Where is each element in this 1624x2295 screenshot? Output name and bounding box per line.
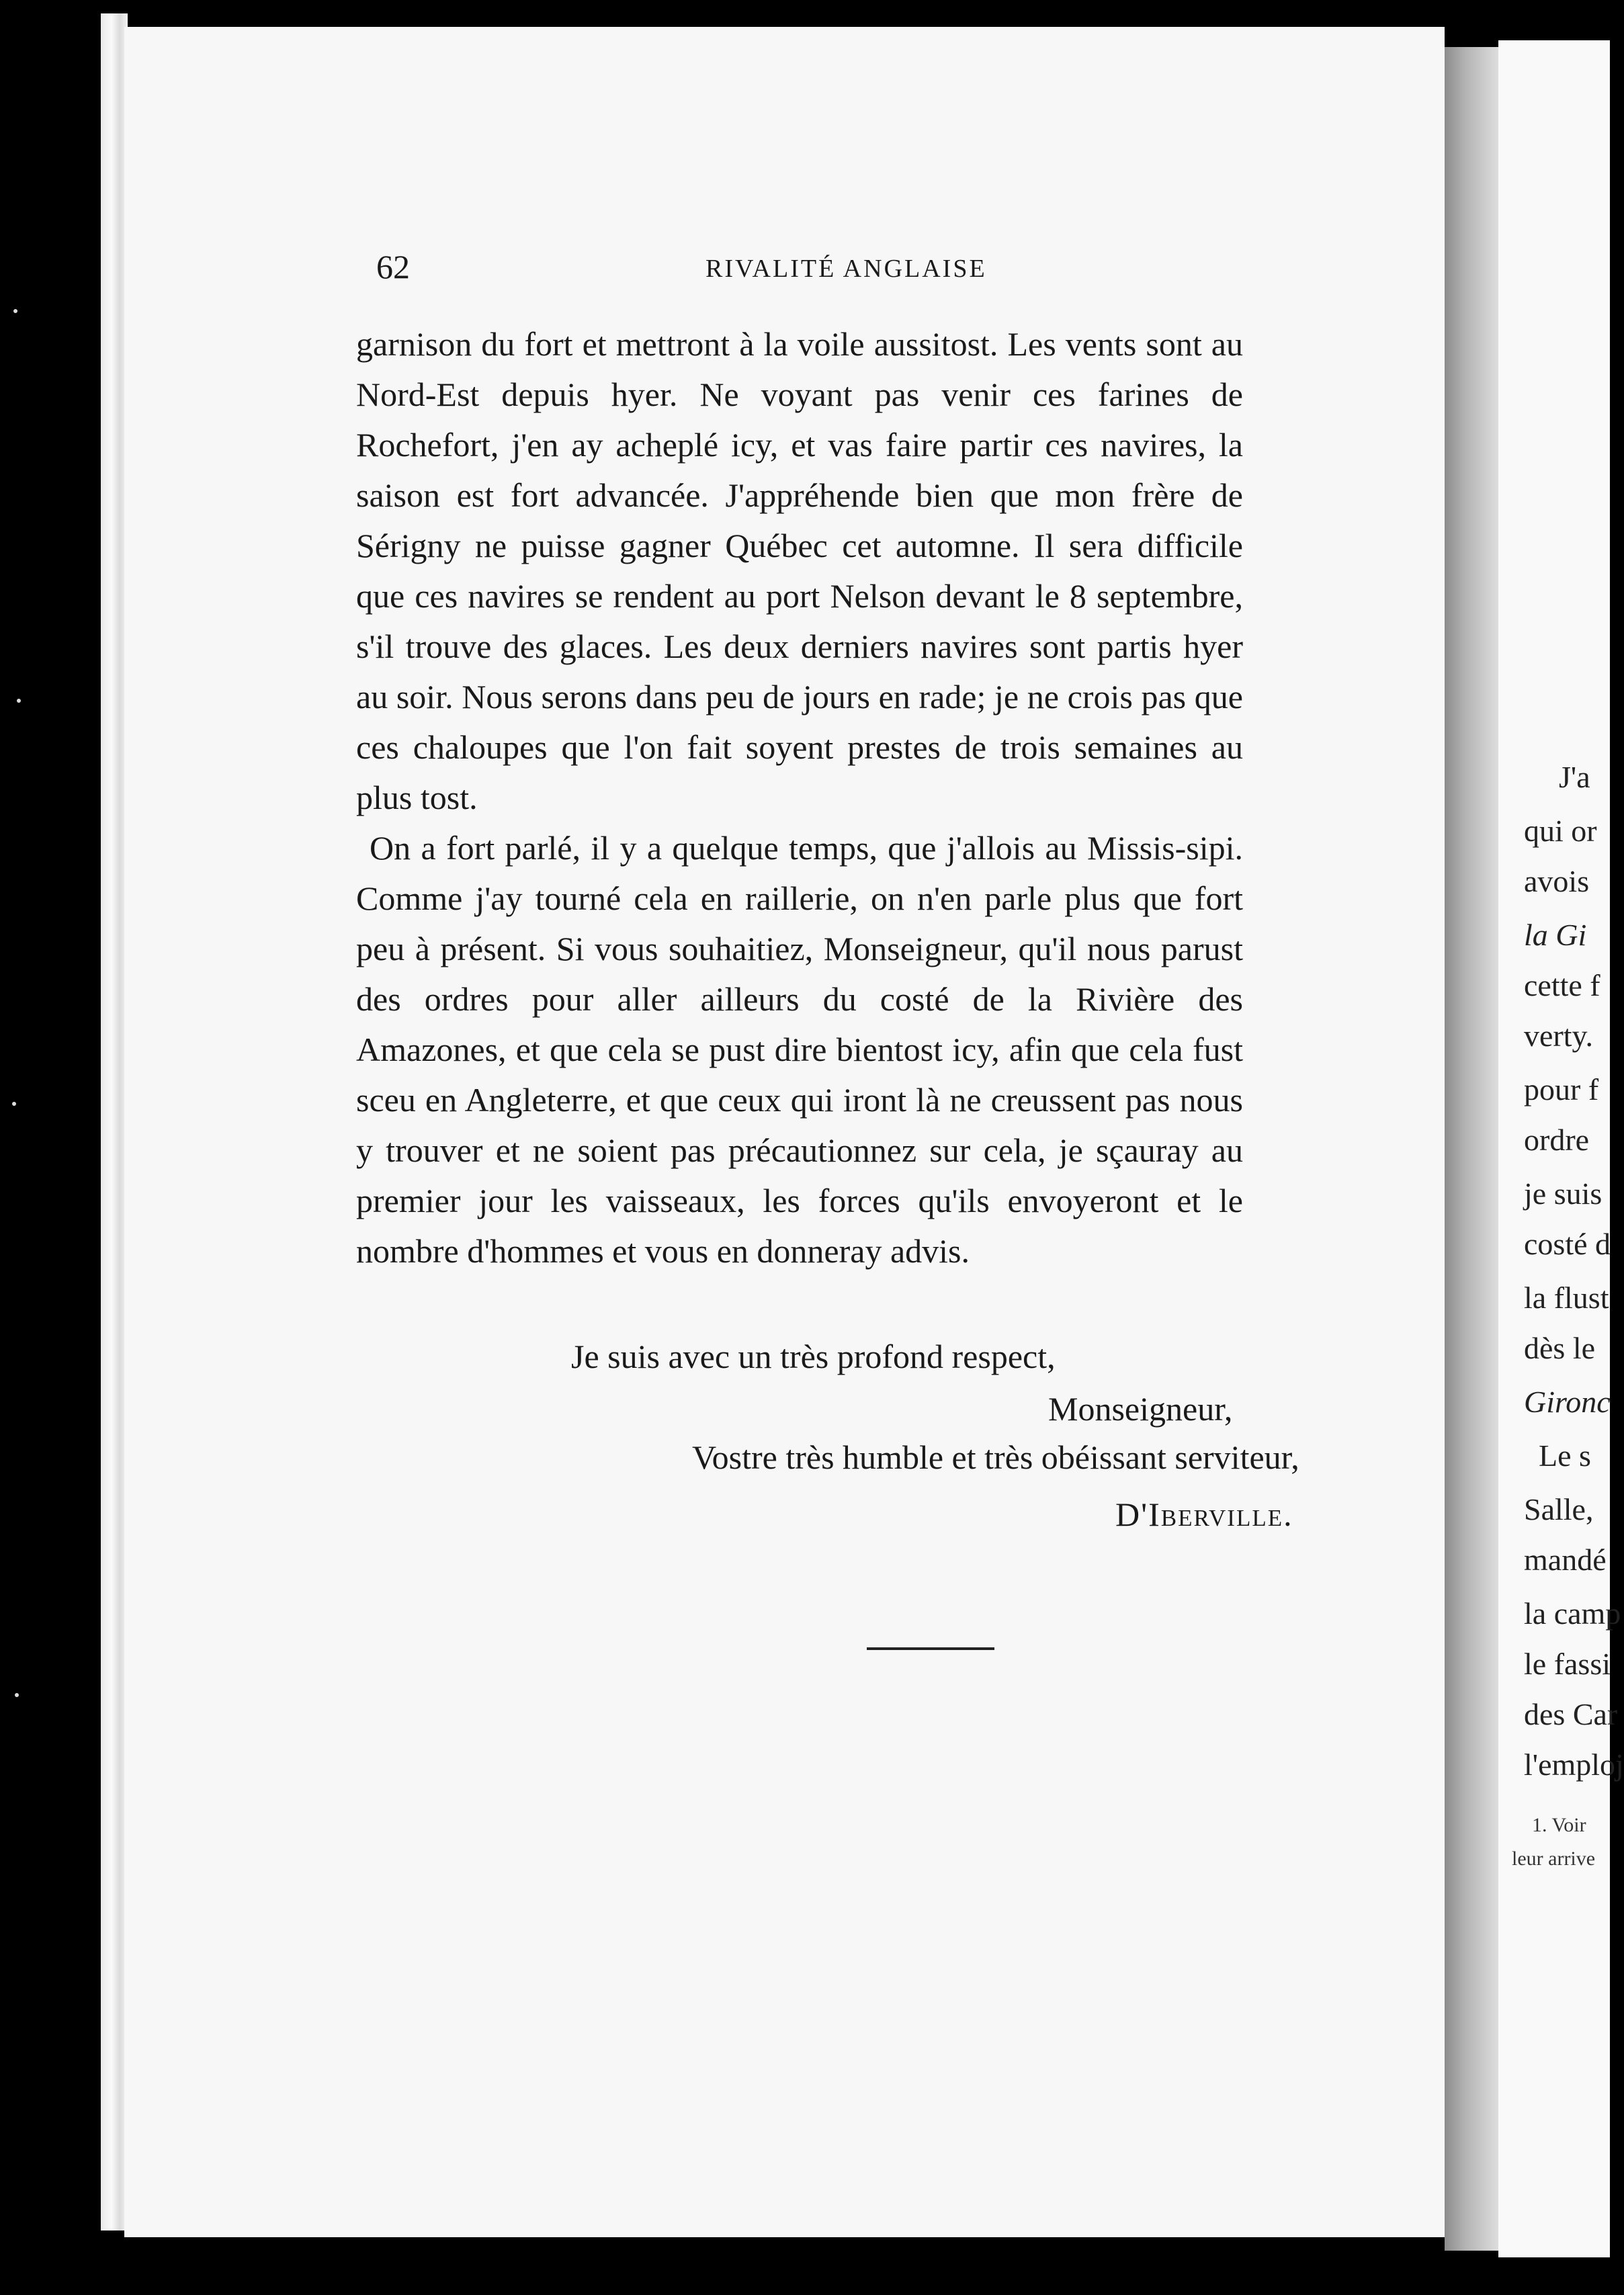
paragraph-1: garnison du fort et mettront à la voile aussitost. Les vents sont au Nord-Est depuis hyer. Ne voyant pas venir ces farines de Rochefort, j'en ay acheplé icy, et vas faire partir ces navires, la saison est fort advancée. J'appréhende bien que mon frère de Sérigny ne puisse gagner Québec cet automne. Il sera difficile que ces navires se rendent au port Nelson devant le 8 septembre, s'il trouve des glaces. Les deux derniers navires sont partis hyer au soir. Nous serons dans peu de jours en rade; je ne crois pas que ces chaloupes que l'on fait soyent prestes de trois semaines au plus tost.	[356, 325, 1243, 816]
closing-servant: Vostre très humble et très obéissant serviteur,	[692, 1438, 1299, 1476]
book-gutter	[1445, 47, 1505, 2251]
facing-fragment: avois	[1524, 864, 1590, 898]
scan-speck	[13, 309, 17, 313]
scan-speck	[12, 1102, 16, 1106]
facing-fragment: dès le	[1524, 1331, 1596, 1365]
facing-fragment: Salle,	[1524, 1492, 1594, 1526]
facing-footnote: 1. Voir	[1532, 1814, 1586, 1836]
facing-footnote: leur arrive	[1512, 1848, 1596, 1870]
facing-fragment: Gironc	[1524, 1385, 1611, 1419]
end-rule	[867, 1647, 994, 1650]
facing-fragment: le fassi	[1524, 1647, 1611, 1681]
facing-fragment: mandé	[1524, 1543, 1607, 1577]
facing-page	[1498, 40, 1624, 2257]
facing-fragment: verty.	[1524, 1019, 1594, 1053]
scan-speck	[17, 699, 21, 703]
page-stack-edge	[101, 13, 128, 2231]
paragraph-2: On a fort parlé, il y a quelque temps, que j'allois au Missis-sipi. Comme j'ay tourné cela en raillerie, on n'en parle plus que fort peu à présent. Si vous souhaitiez, Monseigneur, qu'il nous parust des ordres pour aller ailleurs du costé de la Rivière des Amazones, et que cela se pust dire bientost icy, afin que cela fust sceu en Angleterre, et que ceux qui iront là ne creussent pas nous y trouver et ne soient pas précautionnez sur cela, je sçauray au premier jour les vaisseaux, les forces qu'ils envoyeront et le nombre d'hommes et vous en donneray advis.	[356, 829, 1243, 1270]
facing-fragment: je suis	[1524, 1176, 1602, 1211]
facing-fragment: ordre	[1524, 1123, 1590, 1157]
facing-fragment: la Gi	[1524, 918, 1587, 952]
facing-fragment: Le s	[1539, 1438, 1591, 1473]
running-title: RIVALITÉ ANGLAISE	[706, 255, 987, 283]
scan-speck	[15, 1693, 19, 1697]
letter-body	[356, 319, 1243, 1276]
closing-salutation: Monseigneur,	[1048, 1390, 1233, 1428]
facing-fragment: la camp	[1524, 1596, 1621, 1631]
facing-fragment: pour f	[1524, 1072, 1599, 1107]
facing-fragment: l'emploj	[1524, 1747, 1624, 1782]
running-head	[0, 247, 1610, 288]
facing-fragment: cette f	[1524, 968, 1600, 1002]
facing-fragment: des Car	[1524, 1697, 1618, 1731]
facing-fragment: J'a	[1559, 760, 1590, 794]
facing-fragment: qui or	[1524, 814, 1597, 848]
facing-fragment: la flust	[1524, 1281, 1609, 1315]
page-number: 62	[376, 248, 410, 286]
closing-respect: Je suis avec un très profond respect,	[571, 1338, 1056, 1375]
signature: D'Iberville.	[1115, 1496, 1293, 1533]
facing-fragment: costé d	[1524, 1227, 1611, 1261]
